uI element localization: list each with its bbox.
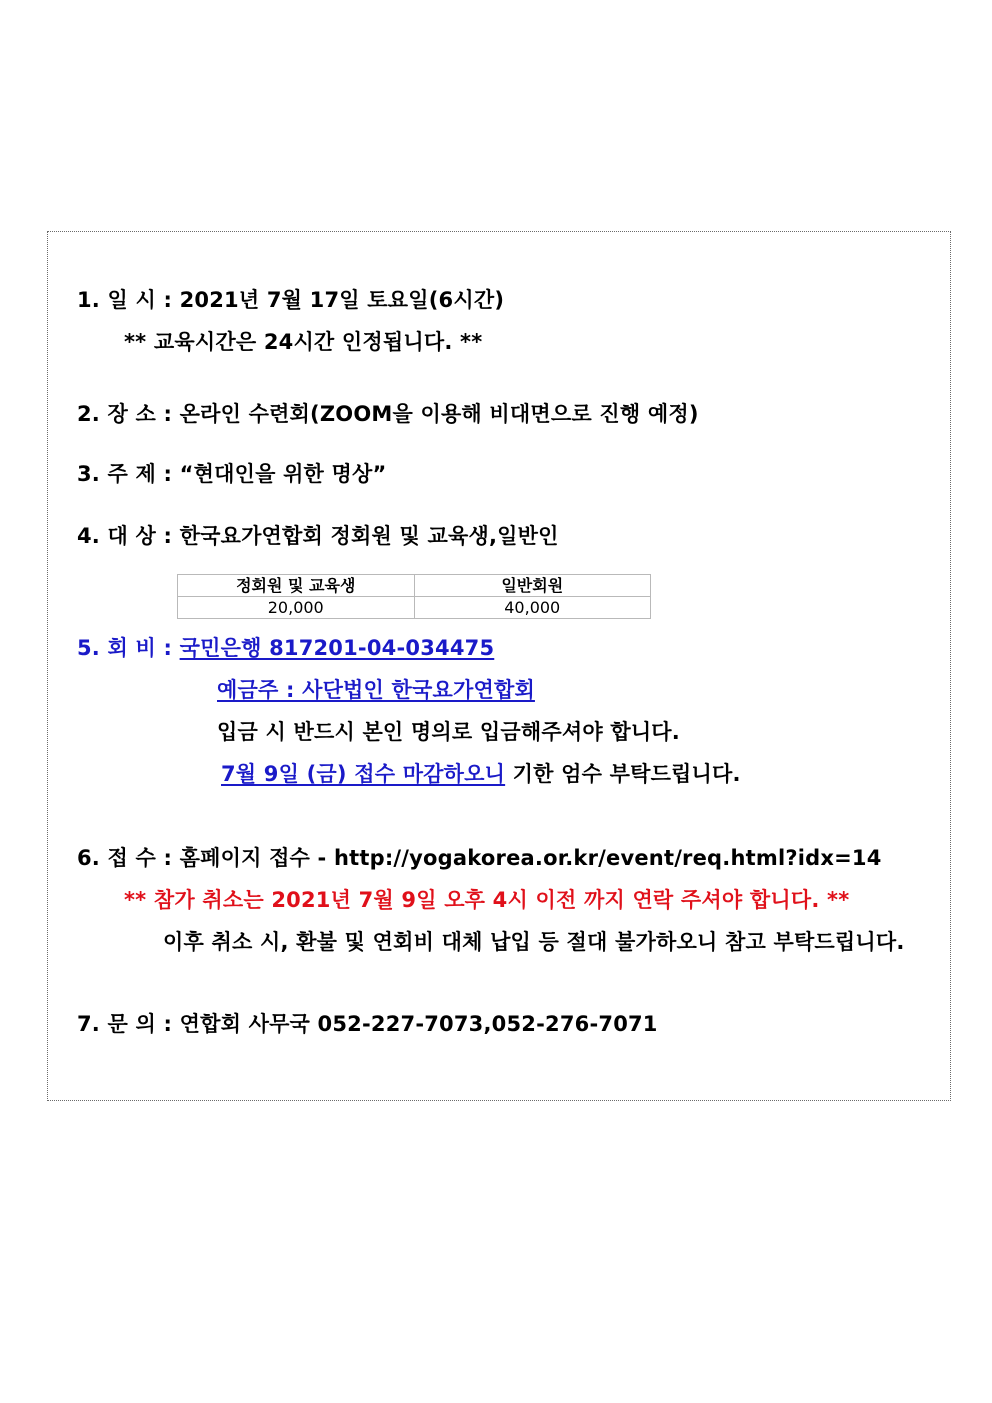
fee-table-row: [178, 597, 651, 619]
deadline-line: [221, 760, 741, 788]
fee-label: 5. 회 비 :: [77, 636, 180, 660]
item-contact: [77, 1010, 658, 1038]
target-value: 한국요가연합회 정회원 및 교육생,일반인: [179, 524, 559, 548]
register-label: 6. 접 수 :: [77, 846, 180, 870]
contact-label: 7. 문 의 :: [77, 1012, 180, 1036]
deadline-link[interactable]: 7월 9일 (금) 접수 마감하오니: [221, 762, 506, 786]
item-fee: [77, 634, 494, 662]
deposit-notice: 입금 시 반드시 본인 명의로 입금해주셔야 합니다.: [217, 720, 680, 744]
target-label: 4. 대 상 :: [77, 524, 180, 548]
item-place: [77, 400, 699, 428]
contact-value: 연합회 사무국 052-227-7073,052-276-7071: [179, 1012, 658, 1036]
fee-table-header: 일반회원: [414, 575, 651, 597]
item-register: [77, 844, 882, 872]
bank-account-link[interactable]: 국민은행 817201-04-034475: [179, 636, 495, 660]
place-value: 온라인 수련회(ZOOM을 이용해 비대면으로 진행 예정): [179, 402, 699, 426]
date-value: 2021년 7월 17일 토요일(6시간): [179, 288, 505, 312]
fee-table-header: 정회원 및 교육생: [178, 575, 415, 597]
refund-notice: 이후 취소 시, 환불 및 연회비 대체 납입 등 절대 불가하오니 참고 부탁드립니다.: [163, 930, 905, 954]
register-value: 홈페이지 접수 - http://yogakorea.or.kr/event/req.html?idx=14: [179, 846, 882, 870]
fee-table-cell: 20,000: [178, 597, 415, 619]
topic-value: “현대인을 위한 명상”: [179, 462, 387, 486]
item-date: [77, 286, 504, 314]
notice-frame: [47, 231, 951, 1101]
account-holder-link[interactable]: 예금주 : 사단법인 한국요가연합회: [217, 678, 535, 702]
place-label: 2. 장 소 :: [77, 402, 180, 426]
item-target: [77, 522, 559, 550]
date-label: 1. 일 시 :: [77, 288, 180, 312]
topic-label: 3. 주 제 :: [77, 462, 180, 486]
fee-table-cell: 40,000: [414, 597, 651, 619]
deadline-rest: 기한 엄수 부탁드립니다.: [505, 762, 741, 786]
fee-table: [177, 574, 651, 619]
item-topic: [77, 460, 387, 488]
cancel-warning: ** 참가 취소는 2021년 7월 9일 오후 4시 이전 까지 연락 주셔야 합니다. **: [124, 888, 850, 912]
date-note: ** 교육시간은 24시간 인정됩니다. **: [124, 330, 483, 354]
fee-table-header-row: [178, 575, 651, 597]
